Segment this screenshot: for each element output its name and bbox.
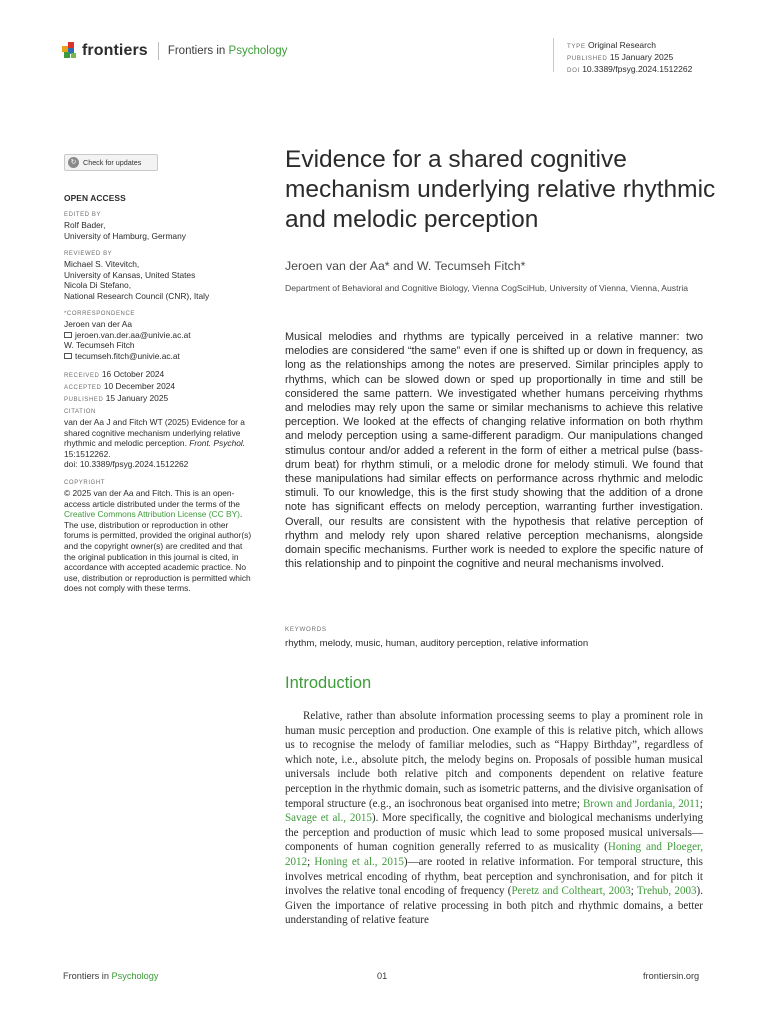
introduction-paragraph: Relative, rather than absolute information processing seems to play a prominent role in human music perception and production. One example of this is relative pitch, which allows us to recognise the melody of familiar melodies, such as “Happy Birthday”, regardless of which note, i.e., absolute pitch, the melody begins on. Proposals of possible human musical universals include both relative pitch and components dependent on relative feature perception in the rhythmic domain, such as isometric patterns, and the divisive organisation of temporal structure (e.g., an isochronous beat organised into metre; Brown and Jordania, 2011; Savage et al., 2015). More specifically, the cognitive and biological mechanisms underlying the perception and production of music which lead to some proposed musical universals—components of human cognition generally referred to as musicality (Honing and Ploeger, 2012; Honing et al., 2015)—are rooted in relative information. For temporal structure, this involves metrical encoding of rhythm, beat perception and synchronisation, and for pitch it involves the relative tonal encoding of frequency (Peretz and Coltheart, 2003; Trehub, 2003). Given the importance of relative processing in both pitch and rhythmic domains, a better understanding of relative feature bbox=[285, 710, 703, 927]
email-jeroen[interactable]: jeroen.van.der.aa@univie.ac.at bbox=[64, 330, 264, 341]
check-for-updates-button[interactable]: ↻ Check for updates bbox=[64, 154, 158, 171]
meta-published: PUBLISHED 15 January 2025 bbox=[567, 52, 674, 62]
frontiers-logo[interactable] bbox=[62, 42, 287, 60]
citation-link[interactable]: Peretz and Coltheart, 2003 bbox=[511, 885, 631, 898]
citation: CITATION van der Aa J and Fitch WT (2025) Evidence for a shared cognitive mechanism underlying relative rhythmic and melodic perception. Front. Psychol. 15:1512262. doi: 10.3389/fpsyg.2024.1512262 bbox=[64, 409, 246, 470]
frontiers-logo-icon bbox=[62, 42, 78, 60]
meta-divider bbox=[553, 38, 554, 72]
citation-link[interactable]: Savage et al., 2015 bbox=[285, 812, 372, 825]
refresh-icon: ↻ bbox=[68, 157, 79, 168]
envelope-icon bbox=[64, 332, 72, 338]
author-affiliation: Department of Behavioral and Cognitive Biology, Vienna CogSciHub, University of Vienna, Vienna, Austria bbox=[285, 283, 689, 293]
meta-doi: DOI 10.3389/fpsyg.2024.1512262 bbox=[567, 64, 693, 74]
keywords-label: KEYWORDS bbox=[285, 626, 327, 633]
citation-link[interactable]: Honing et al., 2015 bbox=[314, 855, 404, 868]
envelope-icon bbox=[64, 353, 72, 359]
edited-by: EDITED BY Rolf Bader, University of Hamburg, Germany bbox=[64, 212, 186, 241]
logo-divider bbox=[158, 42, 159, 60]
keywords: rhythm, melody, music, human, auditory perception, relative information bbox=[285, 638, 589, 649]
footer-site-link[interactable]: frontiersin.org bbox=[643, 971, 700, 981]
copyright: COPYRIGHT © 2025 van der Aa and Fitch. This is an open-access article distributed under the terms of the Creative Commons Attribution License (CC BY). The use, distribution or reproduction in other forums is permitted, provided the original author(s) and the copyright owner(s) are credited and that the original publication in this journal is cited, in accordance with accepted academic practice. No use, distribution or reproduction is permitted which does not comply with these terms. bbox=[64, 480, 252, 594]
section-heading-introduction: Introduction bbox=[285, 674, 372, 692]
article-authors: Jeroen van der Aa* and W. Tecumseh Fitch* bbox=[285, 259, 526, 273]
page-number: 01 bbox=[377, 971, 388, 981]
citation-link[interactable]: Brown and Jordania, 2011 bbox=[582, 797, 700, 810]
citation-link[interactable]: Honing and Ploeger, 2012 bbox=[285, 841, 703, 868]
citation-link[interactable]: Trehub, 2003 bbox=[636, 885, 697, 898]
reviewed-by: REVIEWED BY Michael S. Vitevitch, University of Kansas, United States Nicola Di Stefano, National Research Council (CNR), Italy bbox=[64, 251, 210, 301]
email-fitch[interactable]: tecumseh.fitch@univie.ac.at bbox=[64, 351, 264, 362]
abstract: Musical melodies and rhythms are typically perceived in a relative manner: two melodies are considered “the same” even if one is shifted up or down in frequency, as long as the relationships among the notes are preserved. Similar principles apply to rhythms, which can be slowed down or sped up proportionally in time and still be considered the same pattern. We investigated whether humans perceiving rhythms and melodies may rely upon the same or similar mechanisms to achieve this relative perception. We looked at the effects of changing relative information on both rhythm and melody perception using a same-different paradigm. Our manipulations changed stimulus contour and/or added a referent in the form of either a metrical pulse (bass-drum beat) for rhythm stimuli, or a melodic drone for melody stimuli. We found that these manipulations had similar effects on performance across rhythmic and melodic stimuli. To our knowledge, this is the first study showing that the addition of a drone note has significant effects on melody perception, warranting further investigation. Overall, our results are consistent with the hypothesis that relative perception of rhythm and melody rely upon shared relative perception mechanisms, alongside domain specific mechanisms. Further work is needed to explore the specific nature of this relationship and to pinpoint the cognitive and neural mechanisms involved. bbox=[285, 331, 703, 571]
article-title: Evidence for a shared cognitive mechanism underlying relative rhythmic and melodic perception bbox=[285, 146, 716, 233]
footer-journal: Frontiers in Psychology bbox=[63, 971, 159, 981]
frontiers-wordmark: frontiers bbox=[82, 42, 148, 59]
journal-name: Frontiers in Psychology bbox=[167, 45, 288, 57]
open-access-label: OPEN ACCESS bbox=[64, 193, 126, 203]
cc-by-license-link[interactable]: Creative Commons Attribution License (CC BY) bbox=[64, 509, 240, 520]
meta-type: TYPE Original Research bbox=[567, 40, 656, 50]
correspondence: *CORRESPONDENCE Jeroen van der Aa jeroen.van.der.aa@univie.ac.at W. Tecumseh Fitch tecumseh.fitch@univie.ac.at bbox=[64, 310, 264, 361]
article-meta bbox=[567, 40, 692, 76]
dates: RECEIVED 16 October 2024 ACCEPTED 10 December 2024 PUBLISHED 15 January 2025 bbox=[64, 369, 176, 403]
